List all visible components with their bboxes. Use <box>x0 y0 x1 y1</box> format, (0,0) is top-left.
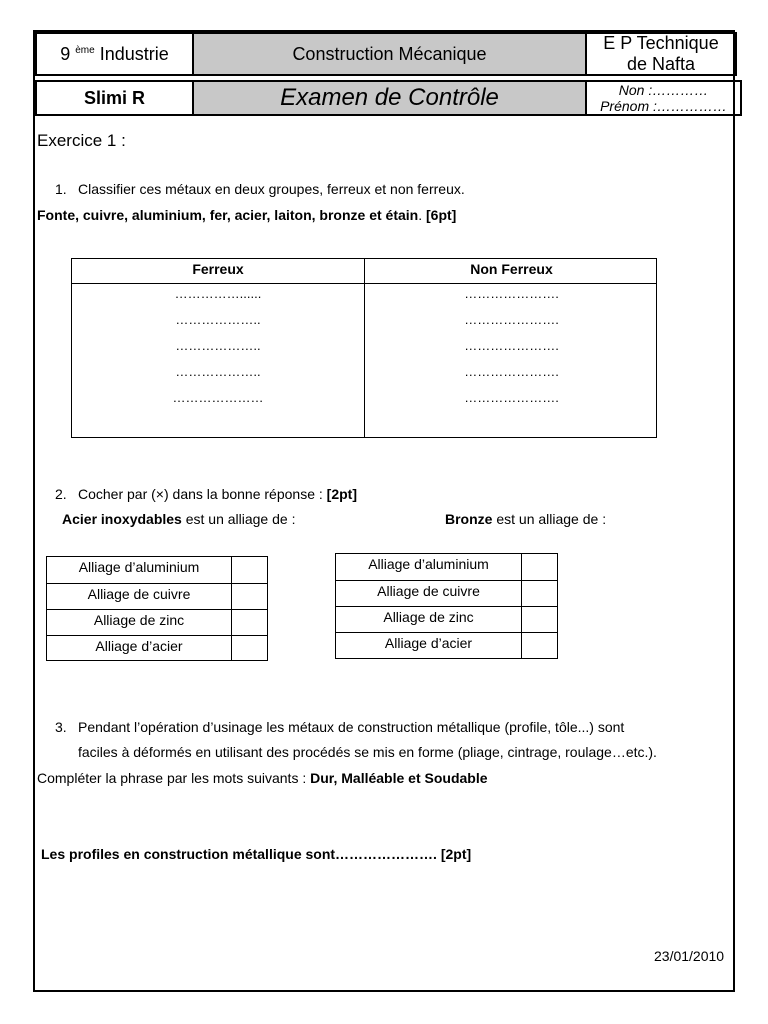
col-non-ferreux-header: Non Ferreux <box>470 261 553 277</box>
q3-sentence[interactable]: Les profiles en construction métallique sont…………………. [2pt] <box>41 846 472 862</box>
grade-number: 9 <box>60 43 71 64</box>
name-field[interactable]: Non :………… <box>618 82 709 98</box>
q3-instruction-line <box>37 770 488 786</box>
q1-points: [6pt] <box>426 207 457 223</box>
option-label: Alliage de cuivre <box>377 583 480 599</box>
option-checkbox[interactable] <box>231 636 267 661</box>
option-checkbox[interactable] <box>231 610 267 635</box>
non-ferreux-answer-line[interactable]: …………………. <box>464 364 559 379</box>
option-checkbox[interactable] <box>231 584 267 609</box>
ferreux-answer-line[interactable]: ……………….. <box>175 364 261 379</box>
ferreux-answer-line[interactable]: ……………….. <box>175 338 261 353</box>
q3-number: 3. <box>55 719 67 735</box>
option-checkbox[interactable] <box>521 633 557 658</box>
q3-line2: faciles à déformés en utilisant des procédés se mis en forme (pliage, cintrage, roulage…etc.). <box>78 744 657 760</box>
subject-title: Construction Mécanique <box>292 43 487 64</box>
q2-line <box>78 486 357 502</box>
option-row <box>336 632 557 658</box>
q1-text: Classifier ces métaux en deux groupes, ferreux et non ferreux. <box>78 181 465 197</box>
school-line1: E P Technique <box>603 33 719 53</box>
firstname-field[interactable]: Prénom :…………… <box>600 98 727 114</box>
header-subject-cell <box>192 32 587 76</box>
q2-number: 2. <box>55 486 67 502</box>
grade-superscript: ème <box>75 44 95 56</box>
exam-date: 23/01/2010 <box>654 948 725 964</box>
option-row <box>47 635 267 661</box>
option-checkbox[interactable] <box>521 581 557 606</box>
q1-metals: Fonte, cuivre, aluminium, fer, acier, laiton, bronze et étain <box>37 207 419 223</box>
option-label: Alliage d’aluminium <box>368 556 489 572</box>
option-row <box>336 580 557 606</box>
option-label: Alliage de zinc <box>93 612 185 628</box>
school-line2: de Nafta <box>626 54 696 74</box>
option-label: Alliage d’aluminium <box>78 559 200 575</box>
ferreux-answer-line[interactable]: ……………...... <box>174 286 262 301</box>
option-row <box>47 609 267 635</box>
q2-points: [2pt] <box>326 486 357 502</box>
q2-left-subject: Acier inoxydables est un alliage de : <box>62 511 296 527</box>
option-label: Alliage de cuivre <box>87 586 191 602</box>
option-checkbox[interactable] <box>231 557 267 583</box>
q1-number: 1. <box>55 181 67 197</box>
option-checkbox[interactable] <box>521 554 557 580</box>
q2-right-subject: Bronze est un alliage de : <box>445 511 607 527</box>
header-school-cell <box>585 32 737 76</box>
option-row <box>336 554 557 580</box>
non-ferreux-answer-line[interactable]: …………………. <box>464 390 559 405</box>
ferreux-answer-line[interactable]: ………………… <box>172 390 264 405</box>
acier-options-table <box>46 556 268 661</box>
header-teacher-cell <box>35 80 194 116</box>
option-checkbox[interactable] <box>521 607 557 632</box>
teacher-name: Slimi R <box>83 87 145 108</box>
q3-instruction: Compléter la phrase par les mots suivants : <box>37 770 311 786</box>
q3-line1: Pendant l’opération d’usinage les métaux de construction métallique (profile, tôle...) sont <box>78 719 625 735</box>
q1-metals-line <box>37 207 456 223</box>
non-ferreux-answer-line[interactable]: …………………. <box>464 286 559 301</box>
q2-text: Cocher par (×) dans la bonne réponse : <box>78 486 323 502</box>
exercise-title: Exercice 1 : <box>37 131 126 150</box>
option-row <box>336 606 557 632</box>
non-ferreux-answer-line[interactable]: …………………. <box>464 338 559 353</box>
option-row <box>47 557 267 583</box>
col-ferreux-header: Ferreux <box>192 261 244 277</box>
option-label: Alliage d’acier <box>95 638 183 654</box>
q3-words: Dur, Malléable et Soudable <box>310 770 488 786</box>
exam-title: Examen de Contrôle <box>280 84 499 111</box>
classification-table <box>71 258 657 438</box>
q1-metals-period: . <box>418 207 423 223</box>
grade-label: Industrie <box>99 43 169 64</box>
option-row <box>47 583 267 609</box>
option-label: Alliage de zinc <box>383 609 474 625</box>
option-label: Alliage d’acier <box>384 635 473 651</box>
header-identity-cell <box>585 80 742 116</box>
header-exam-cell <box>192 80 587 116</box>
header-grade-cell <box>35 32 194 76</box>
bronze-options-table <box>335 553 558 659</box>
non-ferreux-answer-line[interactable]: …………………. <box>464 312 559 327</box>
ferreux-answer-line[interactable]: ……………….. <box>175 312 261 327</box>
